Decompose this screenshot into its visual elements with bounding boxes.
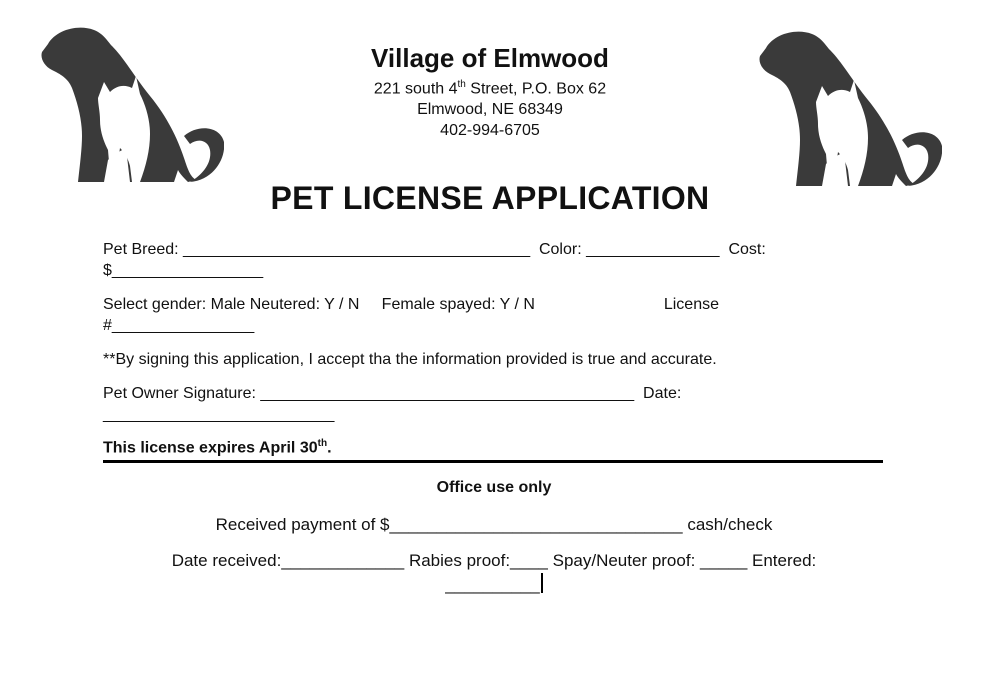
office-proofs-field[interactable]: Date received:_____________ Rabies proof:____ Spay/Neuter proof: _____ Entered: (171, 551, 817, 570)
owner-signature-field[interactable]: Pet Owner Signature: __________________________________________ Date: (103, 385, 682, 402)
entered-field-continuation[interactable]: __________ (0, 573, 988, 596)
license-expiry-note: This license expires April 30th. (103, 438, 332, 457)
dog-cat-logo-right-icon (756, 28, 942, 190)
address-line-1: 221 south 4th Street, P.O. Box 62 (373, 79, 607, 98)
phone-number: 402-994-6705 (440, 122, 540, 140)
license-number-continuation[interactable]: #________________ (103, 317, 255, 334)
dog-cat-logo-left-icon (38, 24, 224, 186)
breed-color-cost-field[interactable]: Pet Breed: _______________________________________ Color: _______________ Cost: (103, 241, 766, 258)
signing-disclaimer: **By signing this application, I accept tha the information provided is true and accurate. (103, 351, 717, 368)
cost-field-continuation[interactable]: $_________________ (103, 262, 264, 279)
text-cursor (541, 573, 543, 593)
letterhead (290, 42, 690, 141)
village-name: Village of Elmwood (371, 43, 609, 73)
office-use-heading: Office use only (436, 479, 552, 496)
payment-received-field[interactable]: Received payment of $_______________________________ cash/check (215, 515, 773, 534)
section-divider (103, 460, 883, 463)
gender-license-field[interactable]: Select gender: Male Neutered: Y / N Female spayed: Y / N License (103, 296, 719, 313)
address-line-2: Elmwood, NE 68349 (417, 101, 563, 119)
date-field-continuation[interactable]: __________________________ (103, 406, 335, 423)
form-title: PET LICENSE APPLICATION (270, 180, 710, 216)
